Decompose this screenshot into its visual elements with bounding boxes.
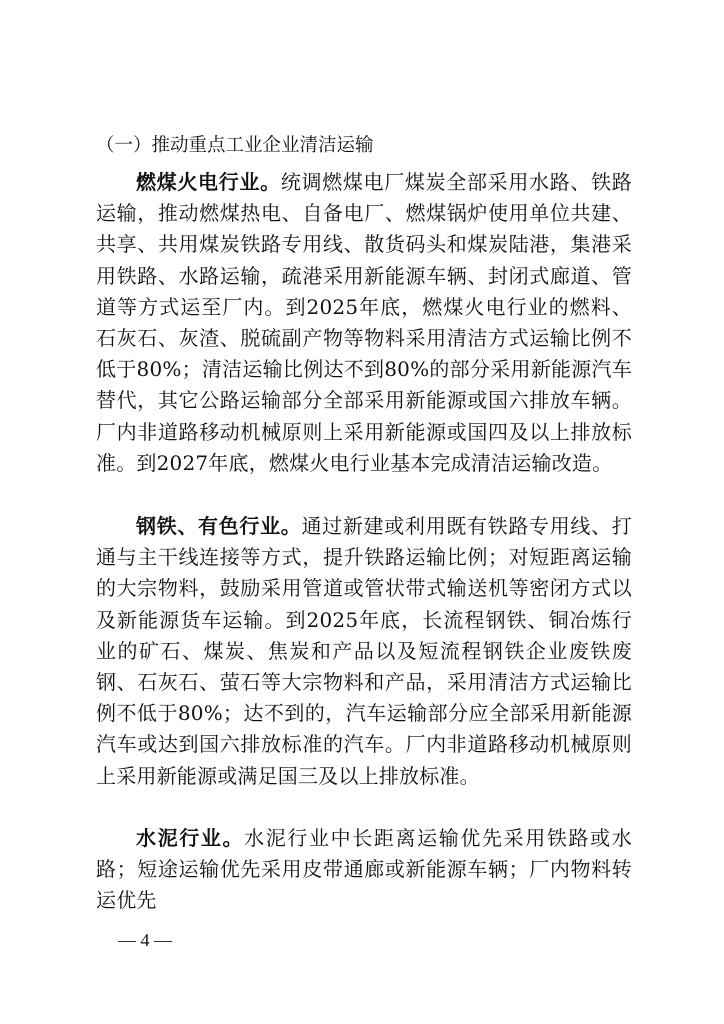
- paragraph-lead: 钢铁、有色行业。: [136, 514, 302, 538]
- paragraph-body: 水泥行业中长距离运输优先采用铁路或水路；短途运输优先采用皮带通廊或新能源车辆；厂内物料转运优先: [96, 826, 632, 913]
- paragraph-coal-power: [96, 167, 632, 479]
- page-number: — 4 —: [118, 930, 172, 950]
- paragraph-lead: 燃煤火电行业。: [136, 170, 281, 194]
- section-heading: （一）推动重点工业企业清洁运输: [96, 135, 374, 156]
- paragraph-body: 统调燃煤电厂煤炭全部采用水路、铁路运输，推动燃煤热电、自备电厂、燃煤锅炉使用单位共建、共享、共用煤炭铁路专用线、散货码头和煤炭陆港，集港采用铁路、水路运输，疏港采用新能源车辆、封闭式廊道、管道等方式运至厂内。到2025年底，燃煤火电行业的燃料、石灰石、灰渣、脱硫副产物等物料采用清洁方式运输比例不低于80%；清洁运输比例达不到80%的部分采用新能源汽车替代，其它公路运输部分全部采用新能源或国六排放车辆。厂内非道路移动机械原则上采用新能源或国四及以上排放标准。到2027年底，燃煤火电行业基本完成清洁运输改造。: [96, 170, 632, 475]
- paragraph-steel-nonferrous: [96, 511, 632, 792]
- paragraph-body: 通过新建或利用既有铁路专用线、打通与主干线连接等方式，提升铁路运输比例；对短距离运输的大宗物料，鼓励采用管道或管状带式输送机等密闭方式以及新能源货车运输。到2025年底，长流程钢铁、铜冶炼行业的矿石、煤炭、焦炭和产品以及短流程钢铁企业废铁废钢、石灰石、萤石等大宗物料和产品，采用清洁方式运输比例不低于80%；达不到的，汽车运输部分应全部采用新能源汽车或达到国六排放标准的汽车。厂内非道路移动机械原则上采用新能源或满足国三及以上排放标准。: [96, 514, 632, 788]
- paragraph-cement: [96, 823, 632, 917]
- paragraph-lead: 水泥行业。: [136, 826, 245, 850]
